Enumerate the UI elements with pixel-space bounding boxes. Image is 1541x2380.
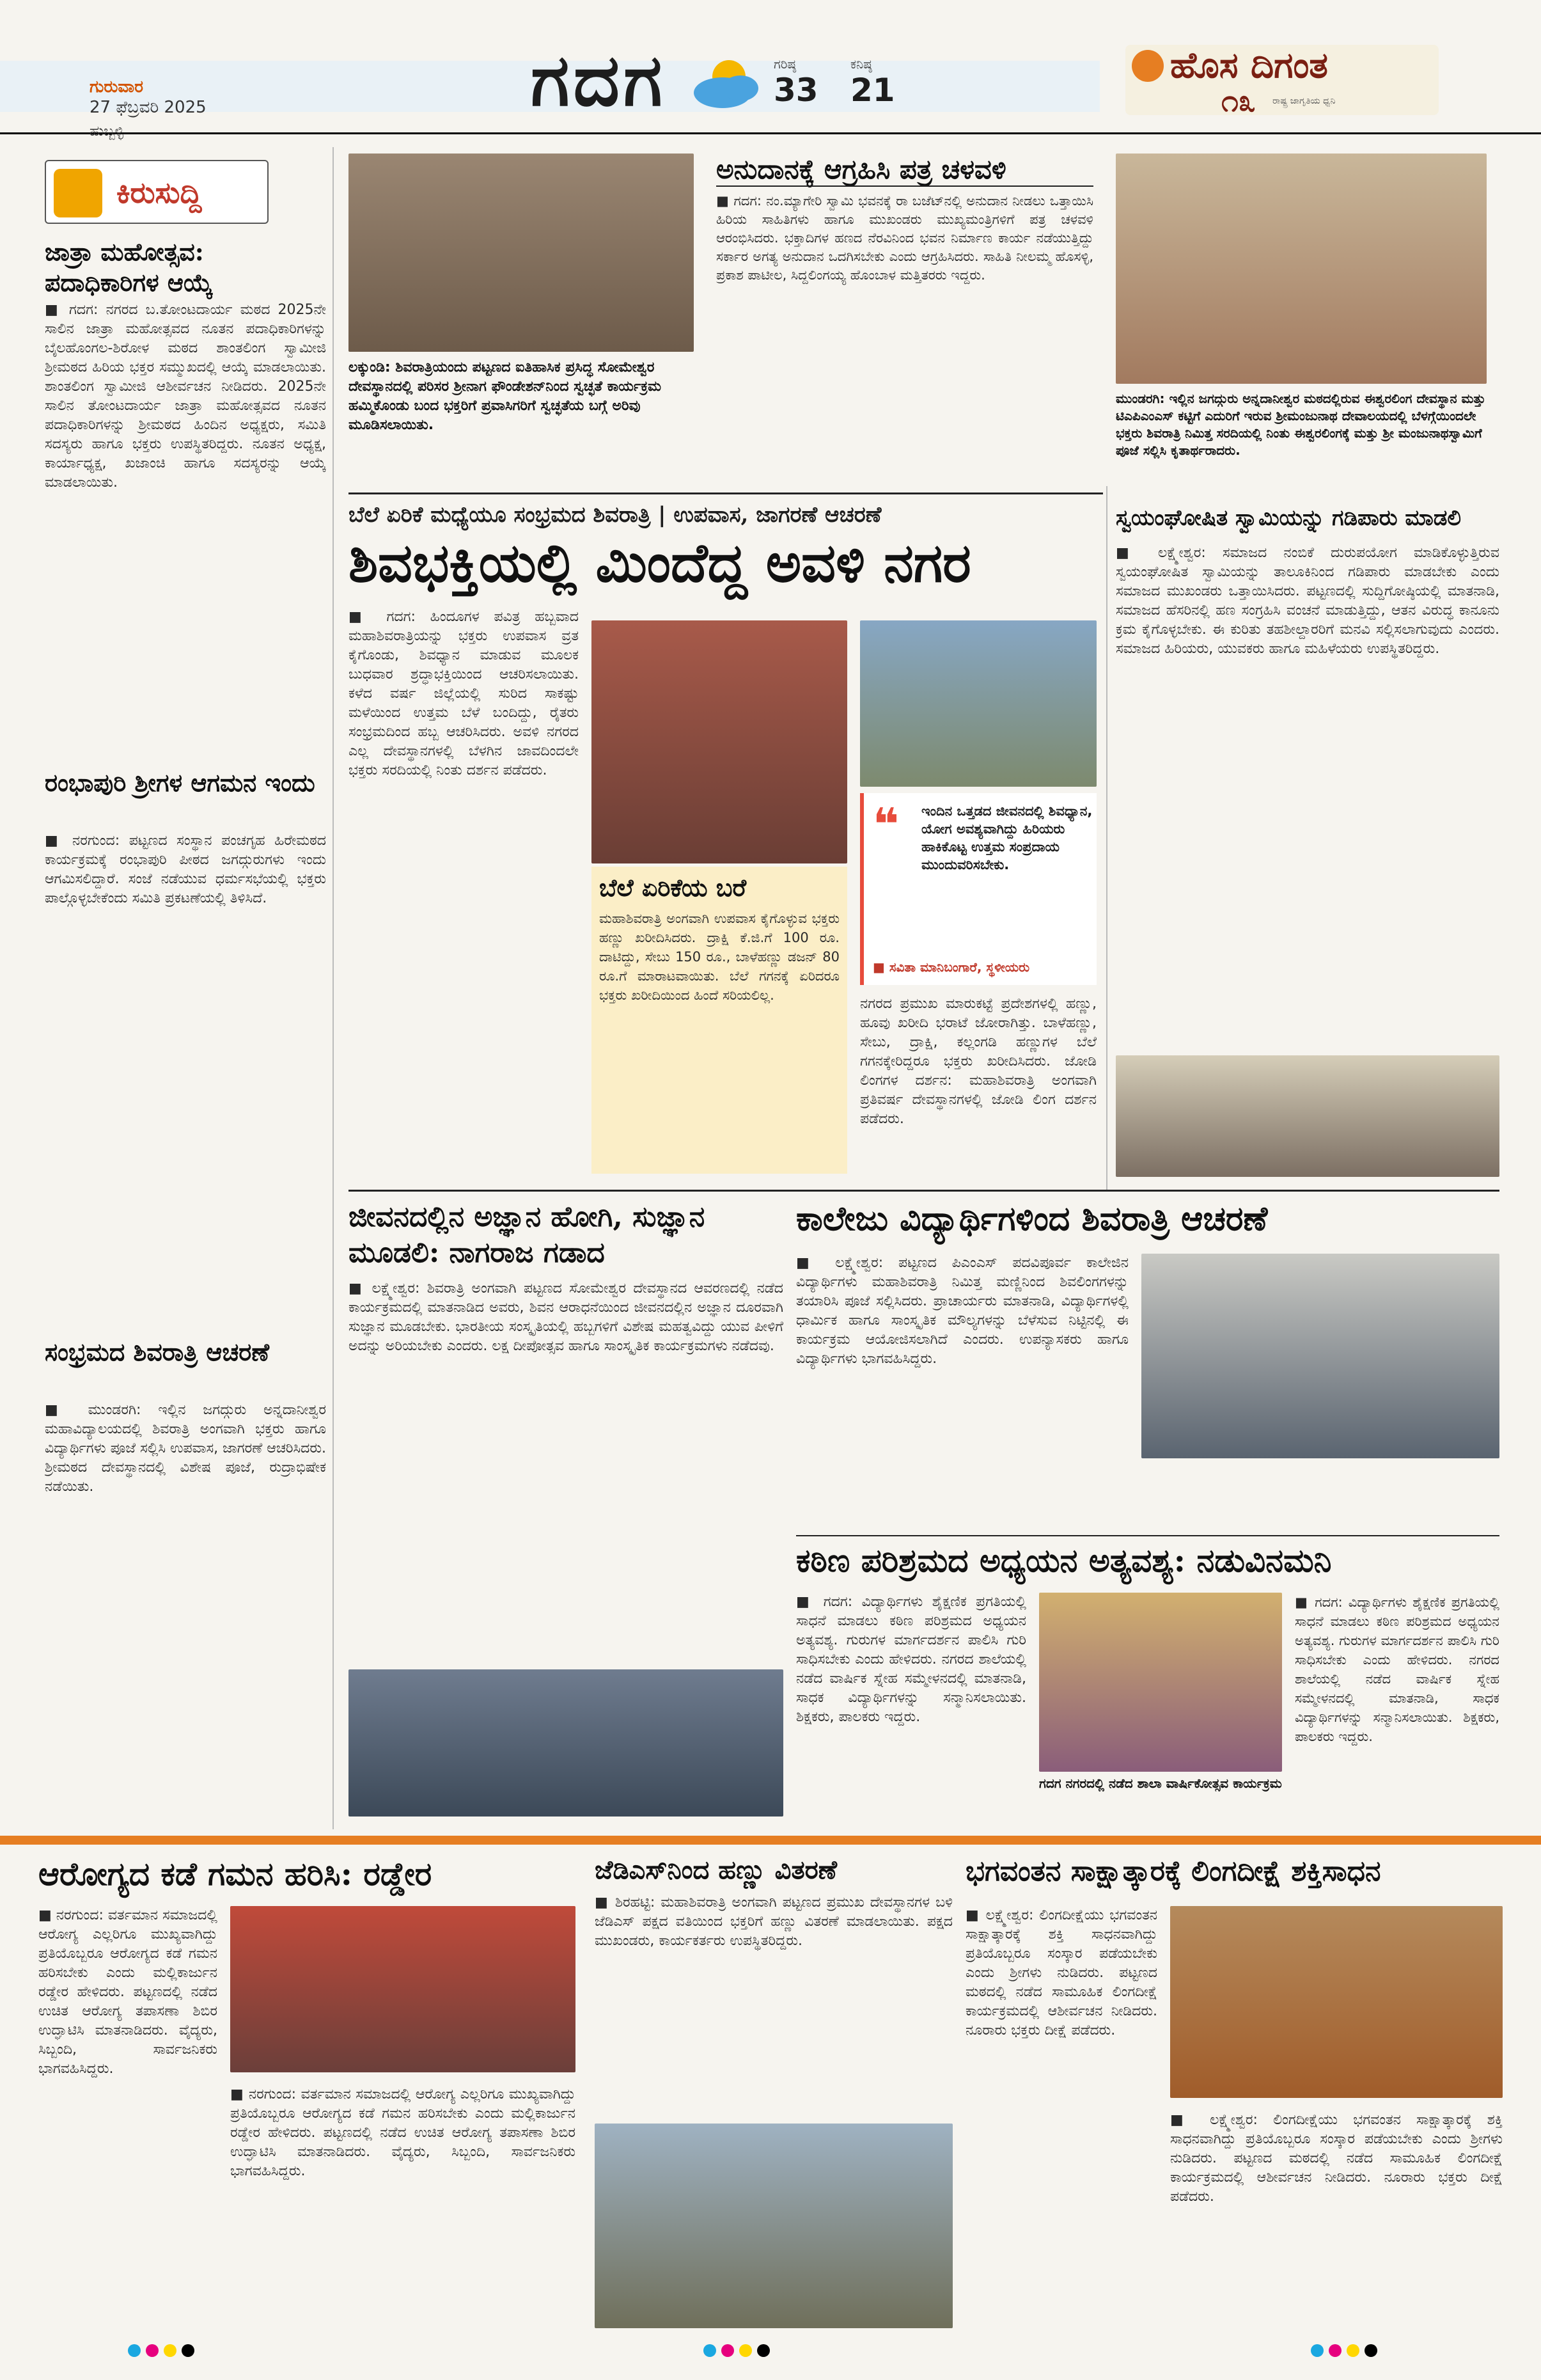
column-divider xyxy=(1106,486,1107,1190)
main-story-body-1: ■ ಗದಗ: ಹಿಂದೂಗಳ ಪವಿತ್ರ ಹಬ್ಬವಾದ ಮಹಾಶಿವರಾತ್ರಿಯನ್ನು ಭಕ್ತರು ಉಪವಾಸ ವ್ರತ ಕೈಗೊಂಡು, ಶಿವಧ್ಯಾನ ಮಾಡುವ ಮೂಲಕ ಬುಧವಾರ ಶ್ರದ್ಧಾಭಕ್ತಿಯಿಂದ ಆಚರಿಸಲಾಯಿತು. ಕಳೆದ ವರ್ಷ ಜಿಲ್ಲೆಯಲ್ಲಿ ಸುರಿದ ಸಾಕಷ್ಟು ಮಳೆಯಿಂದ ಉತ್ತಮ ಬೆಳೆ ಬಂದಿದ್ದು, ರೈತರು ಸಂಭ್ರಮದಿಂದ ಹಬ್ಬ ಆಚರಿಸಿದರು. ಅವಳಿ ನಗರದ ಎಲ್ಲ ದೇವಸ್ಥಾನಗಳಲ್ಲಿ ಬೆಳಗಿನ ಜಾವದಿಂದಲೇ ಭಕ್ತರು ಸರದಿಯಲ್ಲಿ ನಿಂತು ದರ್ಶನ ಪಡೆದರು. xyxy=(348,609,579,778)
weather-cloud-icon xyxy=(691,51,761,115)
kirusuddi-label: ಕಿರುಸುದ್ದಿ xyxy=(116,175,202,210)
photo-cleanliness-drive xyxy=(348,154,694,352)
photo-press-meet xyxy=(1116,1055,1499,1177)
middle-story-2-body: ■ ಲಕ್ಷ್ಮೇಶ್ವರ: ಪಟ್ಟಣದ ಪಿಎಂಎಸ್ ಪದವಿಪೂರ್ವ ಕಾಲೇಜಿನ ವಿದ್ಯಾರ್ಥಿಗಳು ಮಹಾಶಿವರಾತ್ರಿ ನಿಮಿತ್ತ ಮಣ್ಣಿನಿಂದ ಶಿವಲಿಂಗಗಳನ್ನು ತಯಾರಿಸಿ ಪೂಜೆ ಸಲ್ಲಿಸಿದರು. ಪ್ರಾಚಾರ್ಯರು ಮಾತನಾಡಿ, ವಿದ್ಯಾರ್ಥಿಗಳಲ್ಲಿ ಧಾರ್ಮಿಕ ಹಾಗೂ ಸಾಂಸ್ಕೃತಿಕ ಮೌಲ್ಯಗಳನ್ನು ಬೆಳೆಸುವ ನಿಟ್ಟಿನಲ್ಲಿ ಈ ಕಾರ್ಯಕ್ರಮ ಆಯೋಜಿಸಲಾಗಿದೆ ಎಂದರು. ಉಪನ್ಯಾಸಕರು ಹಾಗೂ ವಿದ್ಯಾರ್ಥಿಗಳು ಭಾಗವಹಿಸಿದ್ದರು. xyxy=(796,1255,1129,1367)
weather-min-temp: 21 xyxy=(850,72,895,109)
quote-text: ಇಂದಿನ ಒತ್ತಡದ ಜೀವನದಲ್ಲಿ ಶಿವಧ್ಯಾನ, ಯೋಗ ಅವಶ್ಯವಾಗಿದ್ದು ಹಿರಿಯರು ಹಾಕಿಕೊಟ್ಟ ಉತ್ತಮ ಸಂಪ್ರದಾಯ ಮುಂದುವರಿಸಬೇಕು. xyxy=(921,803,1093,872)
quote-box xyxy=(860,793,1097,985)
divider xyxy=(348,1190,1499,1192)
divider xyxy=(716,185,1093,187)
left-story-3-headline: ಸಂಭ್ರಮದ ಶಿವರಾತ್ರಿ ಆಚರಣೆ xyxy=(45,1337,270,1366)
masthead-day: ಗುರುವಾರ xyxy=(90,77,143,97)
letter-campaign-body: ■ ಗದಗ: ನಂ.ಮ್ಯಾಗೇರಿ ಸ್ವಾಮಿ ಭವನಕ್ಕೆ ರಾ ಬಜೆಟ್‌ನಲ್ಲಿ ಅನುದಾನ ನೀಡಲು ಒತ್ತಾಯಿಸಿ ಹಿರಿಯ ಸಾಹಿತಿಗಳು ಹಾಗೂ ಮುಖಂಡರು ಮುಖ್ಯಮಂತ್ರಿಗಳಿಗೆ ಪತ್ರ ಚಳವಳಿ ಆರಂಭಿಸಿದರು. ಭಕ್ತಾದಿಗಳ ಹಣದ ನೆರವಿನಿಂದ ಭವನ ನಿರ್ಮಾಣ ಕಾರ್ಯ ನಡೆಯುತ್ತಿದ್ದು ಸರ್ಕಾರ ಅಗತ್ಯ ಅನುದಾನ ಒದಗಿಸಬೇಕು ಎಂದು ಆಗ್ರಹಿಸಿದರು. ಸಾಹಿತಿ ನೀಲಮ್ಮ ಹೊಸಳ್ಳಿ, ಪ್ರಕಾಶ ಪಾಟೀಲ, ಸಿದ್ದಲಿಂಗಯ್ಯ ಹೊಂಬಾಳ ಮತ್ತಿತರರು ಇದ್ದರು. xyxy=(716,193,1093,283)
left-story-3-body: ■ ಮುಂಡರಗಿ: ಇಲ್ಲಿನ ಜಗದ್ಗುರು ಅನ್ನದಾನೀಶ್ವರ ಮಹಾವಿದ್ಯಾಲಯದಲ್ಲಿ ಶಿವರಾತ್ರಿ ಅಂಗವಾಗಿ ಭಕ್ತರು ಹಾಗೂ ವಿದ್ಯಾರ್ಥಿಗಳು ಪೂಜೆ ಸಲ್ಲಿಸಿ ಉಪವಾಸ, ಜಾಗರಣೆ ಆಚರಿಸಿದರು. ಶ್ರೀಮಠದ ದೇವಸ್ಥಾನದಲ್ಲಿ ವಿಶೇಷ ಪೂಜೆ, ರುದ್ರಾಭಿಷೇಕ ನಡೆಯಿತು. xyxy=(45,1402,326,1495)
bottom-story-3-body: ■ ಲಕ್ಷ್ಮೇಶ್ವರ: ಲಿಂಗದೀಕ್ಷೆಯು ಭಗವಂತನ ಸಾಕ್ಷಾತ್ಕಾರಕ್ಕೆ ಶಕ್ತಿ ಸಾಧನವಾಗಿದ್ದು ಪ್ರತಿಯೊಬ್ಬರೂ ಸಂಸ್ಕಾರ ಪಡೆಯಬೇಕು ಎಂದು ಶ್ರೀಗಳು ನುಡಿದರು. ಪಟ್ಟಣದ ಮಠದಲ್ಲಿ ನಡೆದ ಸಾಮೂಹಿಕ ಲಿಂಗದೀಕ್ಷೆ ಕಾರ್ಯಕ್ರಮದಲ್ಲಿ ಆಶೀರ್ವಚನ ನೀಡಿದರು. ನೂರಾರು ಭಕ್ತರು ದೀಕ್ಷೆ ಪಡೆದರು. xyxy=(966,1907,1157,2038)
middle-story-1-headline: ಜೀವನದಲ್ಲಿನ ಅಜ್ಞಾನ ಹೋಗಿ, ಸುಜ್ಞಾನ ಮೂಡಲಿ: ನಾಗರಾಜ ಗಡಾದ xyxy=(348,1201,705,1269)
logo-emblem-icon xyxy=(1132,50,1164,82)
left-story-2-headline: ರಂಭಾಪುರಿ ಶ್ರೀಗಳ ಆಗಮನ ಇಂದು xyxy=(45,768,315,797)
edition-title: ಗದಗ xyxy=(531,38,666,122)
column-divider xyxy=(332,147,334,1829)
weather-max: ಗರಿಷ್ಠ 33 xyxy=(774,56,818,109)
left-story-1-body: ■ ಗದಗ: ನಗರದ ಬ.ತೋಂಟದಾರ್ಯ ಮಠದ 2025ನೇ ಸಾಲಿನ ಜಾತ್ರಾ ಮಹೋತ್ಸವದ ನೂತನ ಪದಾಧಿಕಾರಿಗಳನ್ನು ಬೈಲಹೊಂಗಲ-ಶಿರೋಳ ಮಠದ ಶಾಂತಲಿಂಗ ಸ್ವಾಮೀಜಿ ಶ್ರೀಮಠದ ಹಿರಿಯ ಭಕ್ತರ ಸಮ್ಮುಖದಲ್ಲಿ ಆಯ್ಕೆ ಮಾಡಲಾಯಿತು. ಶಾಂತಲಿಂಗ ಸ್ವಾಮೀಜಿ ಆಶೀರ್ವಚನ ನೀಡಿದರು. 2025ನೇ ಸಾಲಿನ ತೋಂಟದಾರ್ಯ ಜಾತ್ರಾ ಮಹೋತ್ಸವದ ನೂತನ ಪದಾಧಿಕಾರಿಗಳನ್ನು ಶ್ರೀಮಠದ ಹಿಂದಿನ ಅಧ್ಯಕ್ಷರು, ಸಮಿತಿ ಸದಸ್ಯರು ಹಾಗೂ ಭಕ್ತರು ಉಪಸ್ಥಿತರಿದ್ದರು. ನೂತನ ಅಧ್ಯಕ್ಷ, ಕಾರ್ಯಾಧ್ಯಕ್ಷ, ಖಜಾಂಚಿ ಹಾಗೂ ಸದಸ್ಯರನ್ನು ಆಯ್ಕೆ ಮಾಡಲಾಯಿತು. xyxy=(45,302,326,491)
masthead-date-text: 27 ಫೆಬ್ರವರಿ 2025 xyxy=(90,98,207,117)
section-band xyxy=(0,1836,1541,1845)
photo-school-felicitation xyxy=(1039,1593,1282,1772)
bottom-story-3-headline: ಭಗವಂತನ ಸಾಕ್ಷಾತ್ಕಾರಕ್ಕೆ ಲಿಂಗದೀಕ್ಷೆ ಶಕ್ತಿಸಾಧನ xyxy=(966,1855,1381,1887)
photo-cleanliness-caption: ಲಕ್ಕುಂಡಿ: ಶಿವರಾತ್ರಿಯಂದು ಪಟ್ಟಣದ ಐತಿಹಾಸಿಕ ಪ್ರಸಿದ್ಧ ಸೋಮೇಶ್ವರ ದೇವಸ್ಥಾನದಲ್ಲಿ ಪರಿಸರ ಶ್ರೀನಾಗ ಫೌಂಡೇಶನ್‌ನಿಂದ ಸ್ವಚ್ಛತೆ ಕಾರ್ಯಕ್ರಮ ಹಮ್ಮಿಕೊಂಡು ಬಂದ ಭಕ್ತರಿಗೆ ಪ್ರವಾಸಿಗರಿಗೆ ಸ್ವಚ್ಛತೆಯ ಬಗ್ಗೆ ಅರಿವು ಮೂಡಿಸಲಾಯಿತು. xyxy=(348,359,662,433)
bottom-story-2-headline: ಜೆಡಿಎಸ್‌ನಿಂದ ಹಣ್ಣು ವಿತರಣೆ xyxy=(595,1855,837,1885)
bottom-story-2-body: ■ ಶಿರಹಟ್ಟಿ: ಮಹಾಶಿವರಾತ್ರಿ ಅಂಗವಾಗಿ ಪಟ್ಟಣದ ಪ್ರಮುಖ ದೇವಸ್ಥಾನಗಳ ಬಳಿ ಜೆಡಿಎಸ್ ಪಕ್ಷದ ವತಿಯಿಂದ ಭಕ್ತರಿಗೆ ಹಣ್ಣು ವಿತರಣೆ ಮಾಡಲಾಯಿತು. ಪಕ್ಷದ ಮುಖಂಡರು, ಕಾರ್ಯಕರ್ತರು ಉಪಸ್ಥಿತರಿದ್ದರು. xyxy=(595,1895,953,1949)
photo-linga-diksha xyxy=(1170,1906,1503,2098)
price-box xyxy=(591,867,847,1174)
page-number: ೧೩ xyxy=(1221,83,1256,119)
print-registration-marks xyxy=(703,2344,775,2360)
photo-temple-queue-caption: ಮುಂಡರಗಿ: ಇಲ್ಲಿನ ಜಗದ್ಗುರು ಅನ್ನದಾನೀಶ್ವರ ಮಠದಲ್ಲಿರುವ ಈಶ್ವರಲಿಂಗ ದೇವಸ್ಥಾನ ಮತ್ತು ಟಿಎಪಿಎಂಎಸ್ ಕಟ್ಟಿಗೆ ಎದುರಿಗೆ ಇರುವ ಶ್ರೀಮಂಜುನಾಥ ದೇವಾಲಯದಲ್ಲಿ ಬೆಳಗ್ಗೆಯಿಂದಲೇ ಭಕ್ತರು ಶಿವರಾತ್ರಿ ನಿಮಿತ್ತ ಸರದಿಯಲ್ಲಿ ನಿಂತು ಈಶ್ವರಲಿಂಗಕ್ಕೆ ಮತ್ತು ಶ್ರೀ ಮಂಜುನಾಥಸ್ವಾಮಿಗೆ ಪೂಜೆ ಸಲ್ಲಿಸಿ ಕೃತಾರ್ಥರಾದರು. xyxy=(1116,391,1486,458)
main-story-body-2: ನಗರದ ಪ್ರಮುಖ ಮಾರುಕಟ್ಟೆ ಪ್ರದೇಶಗಳಲ್ಲಿ ಹಣ್ಣು, ಹೂವು ಖರೀದಿ ಭರಾಟೆ ಜೋರಾಗಿತ್ತು. ಬಾಳೆಹಣ್ಣು, ಸೇಬು, ದ್ರಾಕ್ಷಿ, ಕಲ್ಲಂಗಡಿ ಹಣ್ಣುಗಳ ಬೆಲೆ ಗಗನಕ್ಕೇರಿದ್ದರೂ ಭಕ್ತರು ಖರೀದಿಸಿದರು. ಜೋಡಿ ಲಿಂಗಗಳ ದರ್ಶನ: ಮಹಾಶಿವರಾತ್ರಿ ಅಂಗವಾಗಿ ಪ್ರತಿವರ್ಷ ದೇವಸ್ಥಾನಗಳಲ್ಲಿ ಜೋಡಿ ಲಿಂಗ ದರ್ಶನ ಪಡೆದರು. xyxy=(860,996,1097,1127)
self-styled-swami-headline: ಸ್ವಯಂಘೋಷಿತ ಸ್ವಾಮಿಯನ್ನು ಗಡಿಪಾರು ಮಾಡಲಿ xyxy=(1116,505,1462,531)
print-registration-marks xyxy=(128,2344,199,2360)
left-story-1-headline: ಜಾತ್ರಾ ಮಹೋತ್ಸವ: ಪದಾಧಿಕಾರಿಗಳ ಆಯ್ಕೆ xyxy=(45,237,213,297)
main-kicker: ಬೆಲೆ ಏರಿಕೆ ಮಧ್ಯೆಯೂ ಸಂಭ್ರಮದ ಶಿವರಾತ್ರಿ | ಉಪವಾಸ, ಜಾಗರಣೆ ಆಚರಣೆ xyxy=(348,502,882,528)
masthead-city: ಹುಬ್ಬಳ್ಳಿ xyxy=(90,123,124,139)
photo-school-caption: ಗದಗ ನಗರದಲ್ಲಿ ನಡೆದ ಶಾಲಾ ವಾರ್ಷಿಕೋತ್ಸವ ಕಾರ್ಯಕ್ರಮ xyxy=(1039,1776,1282,1791)
bottom-story-1-body-continued: ■ ನರಗುಂದ: ವರ್ತಮಾನ ಸಮಾಜದಲ್ಲಿ ಆರೋಗ್ಯ ಎಲ್ಲರಿಗೂ ಮುಖ್ಯವಾಗಿದ್ದು ಪ್ರತಿಯೊಬ್ಬರೂ ಆರೋಗ್ಯದ ಕಡೆ ಗಮನ ಹರಿಸಬೇಕು ಎಂದು ಮಲ್ಲಿಕಾರ್ಜುನ ರಡ್ಡೇರ ಹೇಳಿದರು. ಪಟ್ಟಣದಲ್ಲಿ ನಡೆದ ಉಚಿತ ಆರೋಗ್ಯ ತಪಾಸಣಾ ಶಿಬಿರ ಉದ್ಘಾಟಿಸಿ ಮಾತನಾಡಿದರು. ವೈದ್ಯರು, ಸಿಬ್ಬಂದಿ, ಸಾರ್ವಜನಿಕರು ಭಾಗವಹಿಸಿದ್ದರು. xyxy=(230,2086,575,2179)
photo-temple-exterior xyxy=(860,620,1097,787)
weather-max-temp: 33 xyxy=(774,72,818,109)
middle-story-2-headline: ಕಾಲೇಜು ವಿದ್ಯಾರ್ಥಿಗಳಿಂದ ಶಿವರಾತ್ರಿ ಆಚರಣೆ xyxy=(796,1199,1268,1238)
print-registration-marks xyxy=(1311,2344,1382,2360)
middle-story-3-body: ■ ಗದಗ: ವಿದ್ಯಾರ್ಥಿಗಳು ಶೈಕ್ಷಣಿಕ ಪ್ರಗತಿಯಲ್ಲಿ ಸಾಧನೆ ಮಾಡಲು ಕಠಿಣ ಪರಿಶ್ರಮದ ಅಧ್ಯಯನ ಅತ್ಯವಶ್ಯ. ಗುರುಗಳ ಮಾರ್ಗದರ್ಶನ ಪಾಲಿಸಿ ಗುರಿ ಸಾಧಿಸಬೇಕು ಎಂದು ಹೇಳಿದರು. ನಗರದ ಶಾಲೆಯಲ್ಲಿ ನಡೆದ ವಾರ್ಷಿಕ ಸ್ನೇಹ ಸಮ್ಮೇಳನದಲ್ಲಿ ಮಾತನಾಡಿ, ಸಾಧಕ ವಿದ್ಯಾರ್ಥಿಗಳನ್ನು ಸನ್ಮಾನಿಸಲಾಯಿತು. ಶಿಕ್ಷಕರು, ಪಾಲಕರು ಇದ್ದರು. xyxy=(796,1594,1026,1725)
weather-min: ಕನಿಷ್ಠ 21 xyxy=(850,56,895,109)
divider xyxy=(348,493,1103,494)
middle-story-3-body-continued: ■ ಗದಗ: ವಿದ್ಯಾರ್ಥಿಗಳು ಶೈಕ್ಷಣಿಕ ಪ್ರಗತಿಯಲ್ಲಿ ಸಾಧನೆ ಮಾಡಲು ಕಠಿಣ ಪರಿಶ್ರಮದ ಅಧ್ಯಯನ ಅತ್ಯವಶ್ಯ. ಗುರುಗಳ ಮಾರ್ಗದರ್ಶನ ಪಾಲಿಸಿ ಗುರಿ ಸಾಧಿಸಬೇಕು ಎಂದು ಹೇಳಿದರು. ನಗರದ ಶಾಲೆಯಲ್ಲಿ ನಡೆದ ವಾರ್ಷಿಕ ಸ್ನೇಹ ಸಮ್ಮೇಳನದಲ್ಲಿ ಮಾತನಾಡಿ, ಸಾಧಕ ವಿದ್ಯಾರ್ಥಿಗಳನ್ನು ಸನ್ಮಾನಿಸಲಾಯಿತು. ಶಿಕ್ಷಕರು, ಪಾಲಕರು ಇದ್ದರು. xyxy=(1295,1595,1499,1744)
main-headline: ಶಿವಭಕ್ತಿಯಲ್ಲಿ ಮಿಂದೆದ್ದ ಅವಳಿ ನಗರ xyxy=(348,531,971,594)
price-box-body: ಮಹಾಶಿವರಾತ್ರಿ ಅಂಗವಾಗಿ ಉಪವಾಸ ಕೈಗೊಳ್ಳುವ ಭಕ್ತರು ಹಣ್ಣು ಖರೀದಿಸಿದರು. ದ್ರಾಕ್ಷಿ ಕೆ.ಜಿ.ಗೆ 100 ರೂ. ದಾಟಿದ್ದು, ಸೇಬು 150 ರೂ., ಬಾಳೆಹಣ್ಣು ಡಜನ್ 80 ರೂ.ಗೆ ಮಾರಾಟವಾಯಿತು. ಬೆಲೆ ಗಗನಕ್ಕೆ ಏರಿದರೂ ಭಕ್ತರು ಖರೀದಿಯಿಂದ ಹಿಂದೆ ಸರಿಯಲಿಲ್ಲ. xyxy=(599,911,840,1003)
photo-temple-queue xyxy=(1116,154,1487,384)
letter-campaign-headline: ಅನುದಾನಕ್ಕೆ ಆಗ್ರಹಿಸಿ ಪತ್ರ ಚಳವಳಿ xyxy=(716,154,1006,185)
middle-story-3-headline: ಕಠಿಣ ಪರಿಶ್ರಮದ ಅಧ್ಯಯನ ಅತ್ಯವಶ್ಯ: ನಡುವಿನಮನಿ xyxy=(796,1541,1332,1579)
bottom-story-1-headline: ಆರೋಗ್ಯದ ಕಡೆ ಗಮನ ಹರಿಸಿ: ರಡ್ಡೇರ xyxy=(38,1855,432,1893)
quote-attribution: ■ ಸವಿತಾ ಮಾನಿಬಂಗಾರೆ, ಸ್ಥಳೀಯರು xyxy=(873,959,1030,975)
masthead-date xyxy=(90,77,207,142)
middle-story-1-body: ■ ಲಕ್ಷ್ಮೇಶ್ವರ: ಶಿವರಾತ್ರಿ ಅಂಗವಾಗಿ ಪಟ್ಟಣದ ಸೋಮೇಶ್ವರ ದೇವಸ್ಥಾನದ ಆವರಣದಲ್ಲಿ ನಡೆದ ಕಾರ್ಯಕ್ರಮದಲ್ಲಿ ಮಾತನಾಡಿದ ಅವರು, ಶಿವನ ಆರಾಧನೆಯಿಂದ ಜೀವನದಲ್ಲಿನ ಅಜ್ಞಾನ ದೂರವಾಗಿ ಸುಜ್ಞಾನ ಮೂಡಬೇಕು. ಭಾರತೀಯ ಸಂಸ್ಕೃತಿಯಲ್ಲಿ ಹಬ್ಬಗಳಿಗೆ ವಿಶೇಷ ಮಹತ್ವವಿದ್ದು ಯುವ ಪೀಳಿಗೆ ಅದನ್ನು ಅರಿಯಬೇಕು ಎಂದರು. ಲಕ್ಷ ದೀಪೋತ್ಸವ ಹಾಗೂ ಸಾಂಸ್ಕೃತಿಕ ಕಾರ್ಯಕ್ರಮಗಳು ನಡೆದವು. xyxy=(348,1281,783,1354)
photo-lamp-festival xyxy=(348,1669,783,1817)
left-story-2-body: ■ ನರಗುಂದ: ಪಟ್ಟಣದ ಸಂಸ್ಥಾನ ಪಂಚಗೃಹ ಹಿರೇಮಠದ ಕಾರ್ಯಕ್ರಮಕ್ಕೆ ರಂಭಾಪುರಿ ಪೀಠದ ಜಗದ್ಗುರುಗಳು ಇಂದು ಆಗಮಿಸಲಿದ್ದಾರೆ. ಸಂಜೆ ನಡೆಯುವ ಧರ್ಮಸಭೆಯಲ್ಲಿ ಭಕ್ತರು ಪಾಲ್ಗೊಳ್ಳಬೇಕೆಂದು ಸಮಿತಿ ಪ್ರಕಟಣೆಯಲ್ಲಿ ತಿಳಿಸಿದೆ. xyxy=(45,833,326,906)
logo-tagline: ರಾಷ್ಟ್ರ ಜಾಗೃತಿಯ ಧ್ವನಿ xyxy=(1272,96,1336,106)
kirusuddi-badge xyxy=(45,160,269,224)
photo-market-crowd xyxy=(591,620,847,863)
logo-text: ಹೊಸ ದಿಗಂತ xyxy=(1170,45,1328,86)
photo-fruit-distribution xyxy=(595,2124,953,2328)
price-box-title: ಬೆಲೆ ಏರಿಕೆಯ ಬರೆ xyxy=(599,873,747,902)
photo-health-camp xyxy=(230,1906,575,2072)
divider xyxy=(796,1535,1499,1536)
masthead xyxy=(0,0,1541,139)
bottom-story-1-body: ■ ನರಗುಂದ: ವರ್ತಮಾನ ಸಮಾಜದಲ್ಲಿ ಆರೋಗ್ಯ ಎಲ್ಲರಿಗೂ ಮುಖ್ಯವಾಗಿದ್ದು ಪ್ರತಿಯೊಬ್ಬರೂ ಆರೋಗ್ಯದ ಕಡೆ ಗಮನ ಹರಿಸಬೇಕು ಎಂದು ಮಲ್ಲಿಕಾರ್ಜುನ ರಡ್ಡೇರ ಹೇಳಿದರು. ಪಟ್ಟಣದಲ್ಲಿ ನಡೆದ ಉಚಿತ ಆರೋಗ್ಯ ತಪಾಸಣಾ ಶಿಬಿರ ಉದ್ಘಾಟಿಸಿ ಮಾತನಾಡಿದರು. ವೈದ್ಯರು, ಸಿಬ್ಬಂದಿ, ಸಾರ್ವಜನಿಕರು ಭಾಗವಹಿಸಿದ್ದರು. xyxy=(38,1907,217,2077)
photo-clay-lingas xyxy=(1141,1254,1499,1458)
bottom-story-3-body-continued: ■ ಲಕ್ಷ್ಮೇಶ್ವರ: ಲಿಂಗದೀಕ್ಷೆಯು ಭಗವಂತನ ಸಾಕ್ಷಾತ್ಕಾರಕ್ಕೆ ಶಕ್ತಿ ಸಾಧನವಾಗಿದ್ದು ಪ್ರತಿಯೊಬ್ಬರೂ ಸಂಸ್ಕಾರ ಪಡೆಯಬೇಕು ಎಂದು ಶ್ರೀಗಳು ನುಡಿದರು. ಪಟ್ಟಣದ ಮಠದಲ್ಲಿ ನಡೆದ ಸಾಮೂಹಿಕ ಲಿಂಗದೀಕ್ಷೆ ಕಾರ್ಯಕ್ರಮದಲ್ಲಿ ಆಶೀರ್ವಚನ ನೀಡಿದರು. ನೂರಾರು ಭಕ್ತರು ದೀಕ್ಷೆ ಪಡೆದರು. xyxy=(1170,2112,1503,2205)
quote-mark-icon: ❝ xyxy=(873,798,900,851)
self-styled-swami-body: ■ ಲಕ್ಷ್ಮೇಶ್ವರ: ಸಮಾಜದ ನಂಬಿಕೆ ದುರುಪಯೋಗ ಮಾಡಿಕೊಳ್ಳುತ್ತಿರುವ ಸ್ವಯಂಘೋಷಿತ ಸ್ವಾಮಿಯನ್ನು ತಾಲೂಕಿನಿಂದ ಗಡಿಪಾರು ಮಾಡಬೇಕು ಎಂದು ಸಮಾಜದ ಮುಖಂಡರು ಒತ್ತಾಯಿಸಿದರು. ಪಟ್ಟಣದಲ್ಲಿ ಸುದ್ದಿಗೋಷ್ಠಿಯಲ್ಲಿ ಮಾತನಾಡಿ, ಸಮಾಜದ ಹೆಸರಿನಲ್ಲಿ ಹಣ ಸಂಗ್ರಹಿಸಿ ವಂಚನೆ ಮಾಡುತ್ತಿದ್ದು, ಆತನ ವಿರುದ್ಧ ಕಾನೂನು ಕ್ರಮ ಕೈಗೊಳ್ಳಬೇಕು. ಈ ಕುರಿತು ತಹಶೀಲ್ದಾರರಿಗೆ ಮನವಿ ಸಲ್ಲಿಸಲಾಗುವುದು ಎಂದರು. ಸಮಾಜದ ಹಿರಿಯರು, ಯುವಕರು ಹಾಗೂ ಮಹಿಳೆಯರು ಉಪಸ್ಥಿತರಿದ್ದರು. xyxy=(1116,545,1499,657)
hand-icon xyxy=(54,169,102,217)
